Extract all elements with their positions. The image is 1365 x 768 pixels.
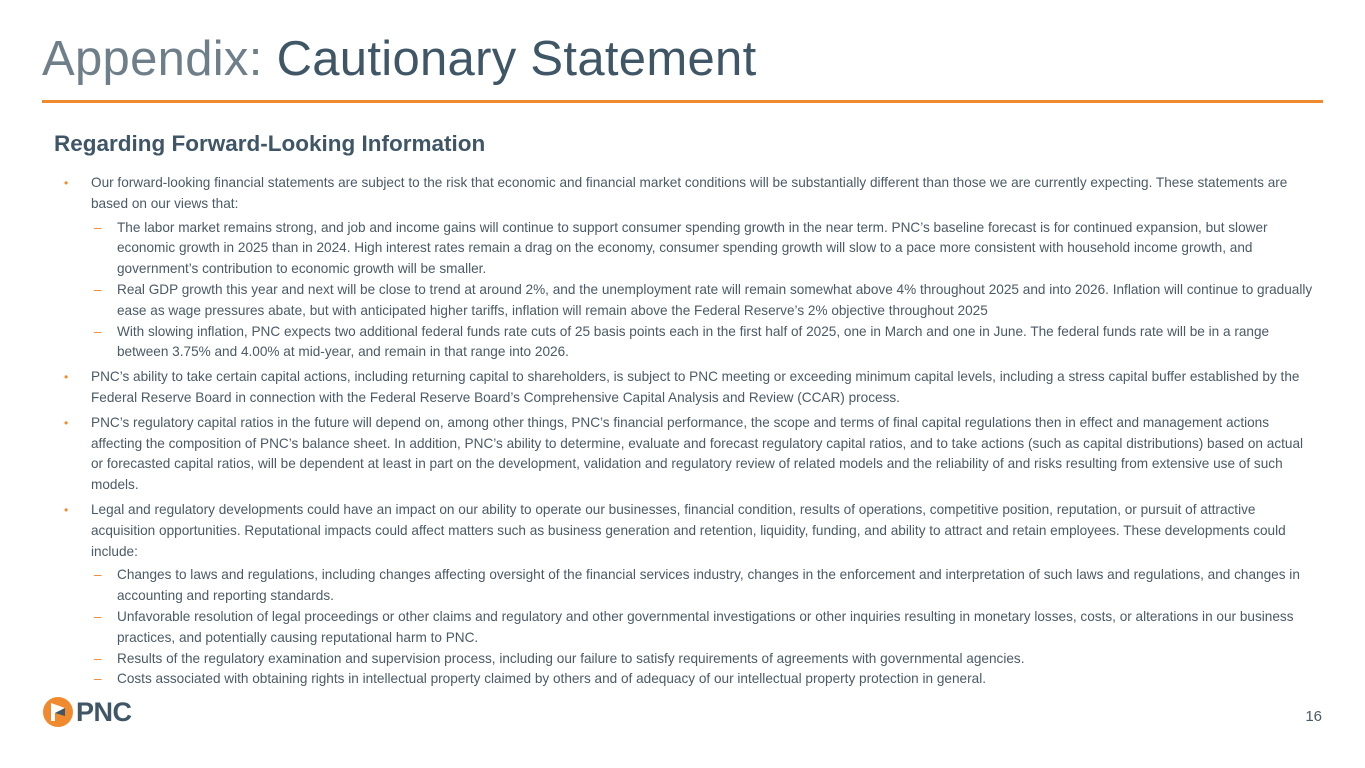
slide-title (42, 28, 756, 90)
sub-bullet-item: – Changes to laws and regulations, including changes affecting oversight of the financial services industry, changes in the enforcement and interpretation of such laws and regulations, and changes in accounting and reporting standards. (91, 565, 1316, 607)
bullet-item (58, 413, 1316, 496)
sub-bullet-item: – With slowing inflation, PNC expects two additional federal funds rate cuts of 25 basis points each in the first half of 2025, one in March and one in June. The federal funds rate will be in a range between 3.75% and 4.00% at mid-year, and remain in that range into 2026. (91, 322, 1316, 364)
sub-bullet-item: – Unfavorable resolution of legal proceedings or other claims and regulatory and other governmental investigations or other inquiries resulting in monetary losses, costs, or alterations in our business practices, and potentially causing reputational harm to PNC. (91, 607, 1316, 649)
bullet-item (58, 500, 1316, 690)
pnc-logo (42, 696, 132, 728)
pnc-logo-icon (42, 696, 74, 728)
bullet-list (58, 173, 1316, 690)
bullet-item (58, 173, 1316, 363)
sub-bullet-item: – The labor market remains strong, and job and income gains will continue to support consumer spending growth in the near term. PNC’s baseline forecast is for continued expansion, but slower economic growth in 2025 than in 2024. High interest rates remain a drag on the economy, consumer spending growth will slow to a pace more consistent with household income growth, and government’s contribution to economic growth will be smaller. (91, 218, 1316, 280)
slide-body (58, 173, 1316, 694)
title-prefix: Appendix: (42, 32, 277, 86)
page-number: 16 (1305, 708, 1322, 725)
logo-wordmark: PNC (76, 696, 132, 727)
bullet-text: PNC’s regulatory capital ratios in the future will depend on, among other things, PNC’s financial performance, the scope and terms of final capital regulations then in effect and management actions affecting the composition of PNC’s balance sheet. In addition, PNC’s ability to determine, evaluate and forecast regulatory capital ratios, and to take actions (such as capital distributions) based on actual or forecasted capital ratios, will be dependent at least in part on the development, validation and regulatory review of related models and the reliability of and risks resulting from extensive use of such models. (91, 414, 1304, 493)
title-divider (42, 100, 1323, 103)
bullet-text: Our forward-looking financial statements are subject to the risk that economic and financial market conditions will be substantially different than those we are currently expecting. These statements are based on our views that: (91, 175, 1288, 211)
bullet-text: PNC’s ability to take certain capital actions, including returning capital to shareholders, is subject to PNC meeting or exceeding minimum capital levels, including a stress capital buffer established by the Federal Reserve Board in connection with the Federal Reserve Board’s Comprehensive Capital Analysis and Review (CCAR) process. (91, 369, 1300, 405)
sub-bullet-list (91, 218, 1316, 364)
sub-bullet-list (91, 565, 1316, 690)
section-subtitle: Regarding Forward-Looking Information (54, 131, 486, 156)
sub-bullet-item: – Costs associated with obtaining rights in intellectual property claimed by others and of adequacy of our intellectual property protection in general. (91, 669, 1316, 690)
bullet-text: Legal and regulatory developments could have an impact on our ability to operate our businesses, financial condition, results of operations, competitive position, reputation, or pursuit of attractive acquisition opportunities. Reputational impacts could affect matters such as business generation and retention, liquidity, funding, and ability to attract and retain employees. These developments could include: (91, 501, 1286, 559)
sub-bullet-item: – Results of the regulatory examination and supervision process, including our failure to satisfy requirements of agreements with governmental agencies. (91, 649, 1316, 670)
bullet-item (58, 367, 1316, 409)
sub-bullet-item: – Real GDP growth this year and next will be close to trend at around 2%, and the unemployment rate will remain somewhat above 4% throughout 2025 and into 2026. Inflation will continue to gradually ease as wage pressures abate, but with anticipated higher tariffs, inflation will remain above the Federal Reserve’s 2% objective throughout 2025 (91, 280, 1316, 322)
title-main: Cautionary Statement (276, 32, 757, 86)
